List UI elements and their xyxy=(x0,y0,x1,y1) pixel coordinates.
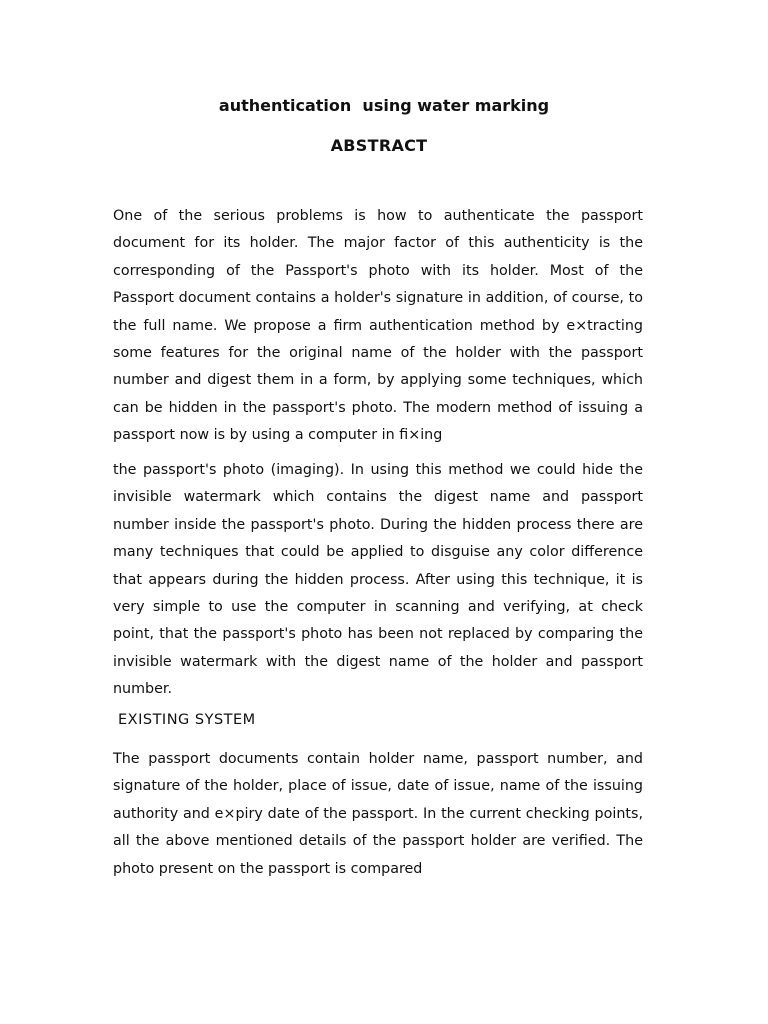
abstract-paragraph-2: the passport's photo (imaging). In using this method we could hide the invisible watermark which contains the digest name and passport number inside the passport's photo. During the hidden process there are many techniques that could be applied to disguise any color difference that appears during the hidden process. After using this technique, it is very simple to use the computer in scanning and verifying, at check point, that the passport's photo has been not replaced by comparing the invisible watermark with the digest name of the holder and passport number. xyxy=(113,462,643,698)
existing-system-heading: EXISTING SYSTEM xyxy=(118,712,256,728)
abstract-heading: ABSTRACT xyxy=(330,136,428,155)
document-title: authentication using water marking xyxy=(218,96,550,115)
existing-system-paragraph: The passport documents contain holder name, passport number, and signature of the holder, place of issue, date of issue, name of the issuing authority and e×piry date of the passport. In the current checking points, all the above mentioned details of the passport holder are verified. The photo present on the passport is compared xyxy=(113,751,643,877)
abstract-paragraph-1: One of the serious problems is how to authenticate the passport document for its holder. The major factor of this authenticity is the corresponding of the Passport's photo with its holder. Most of the Passport document contains a holder's signature in addition, of course, to the full name. We propose a firm authentication method by e×tracting some features for the original name of the holder with the passport number and digest them in a form, by applying some techniques, which can be hidden in the passport's photo. The modern method of issuing a passport now is by using a computer in fi×ing xyxy=(113,208,643,444)
